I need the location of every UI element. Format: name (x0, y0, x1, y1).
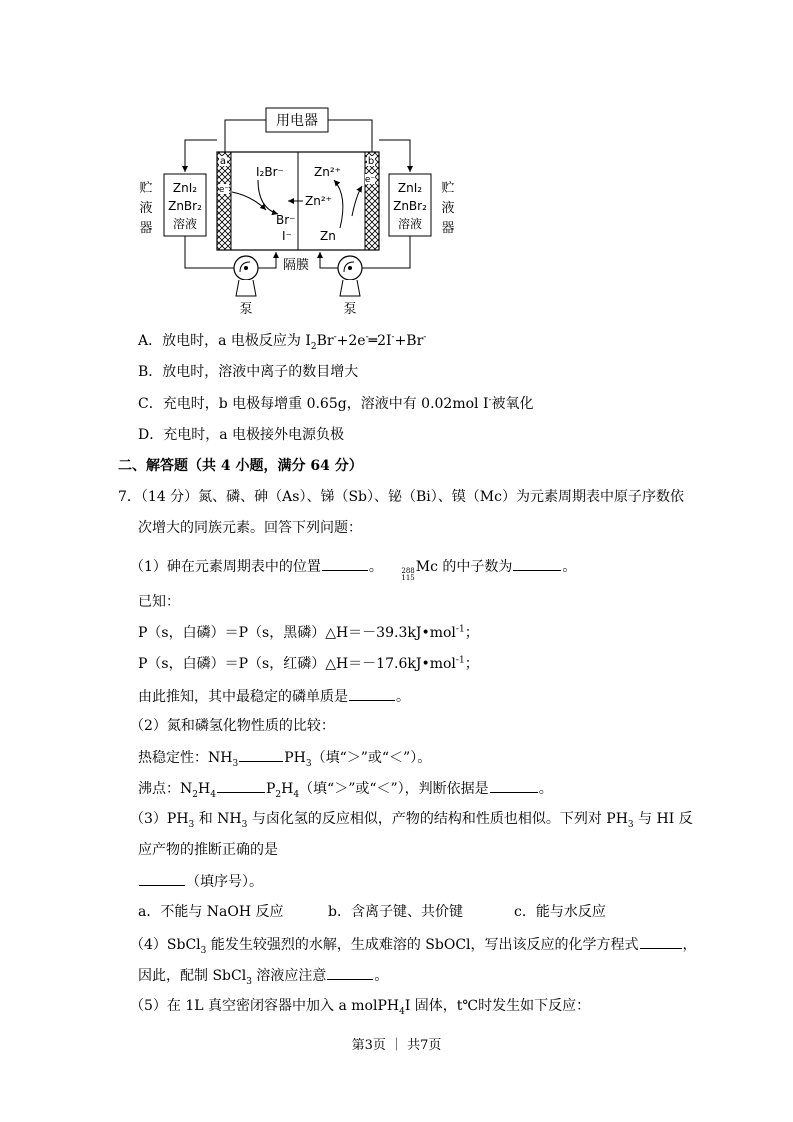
flow-battery-diagram (0, 0, 793, 330)
q7-part3-fill: （填序号）。 (138, 871, 263, 892)
tank-right-side-label-3: 器 (441, 221, 455, 236)
q7-known: 已知： (138, 594, 180, 610)
pipe-left-to-cell (258, 252, 276, 268)
q7-part5: （5）在 1L 真空密闭容器中加入 a molPH$_4$I 固体，t℃时发生如下反应： (130, 998, 591, 1017)
q7-boiling: 沸点：$N_2H_4$ $P_2H_4$（填“＞”或“＜”），判断依据是 。 (138, 778, 553, 799)
section-heading: 二、解答题（共 4 小题，满分 64 分） (118, 458, 363, 474)
tank-right-line3: 溶液 (397, 217, 423, 231)
q7-eq1: P（s，白磷）＝P（s，黑磷）△H＝－39.3kJ•mol$^{-1}$； (138, 624, 479, 641)
species-i: I⁻ (282, 229, 292, 243)
q7-eq2: P（s，白磷）＝P（s，红磷）△H＝－17.6kJ•mol$^{-1}$； (138, 655, 479, 672)
pump-right (338, 256, 362, 296)
page-number: 第3页 (351, 1038, 386, 1053)
tank-right-line1: ZnI₂ (397, 181, 423, 195)
device-label: 用电器 (276, 113, 318, 129)
q7-part3-line1: $(3)PH_3$ 和 $NH_3$ 与卤化氢的反应相似，产物的结构和性质也相似。下列对 $PH_3$ 与 HI 反 (130, 811, 693, 830)
answer-blank (217, 778, 265, 793)
answer-blank (513, 556, 561, 571)
q7-choice-a: a．不能与 NaOH 反应 (138, 904, 284, 920)
wire-left (225, 120, 266, 152)
electron-left: e⁻ (218, 185, 230, 195)
mc-nuclide: 288 115 (401, 567, 415, 582)
tank-right-side-label-1: 贮 (441, 181, 455, 196)
answer-blank (327, 965, 373, 980)
pipe-right-to-cell (320, 252, 338, 268)
tank-left-side-label-1: 贮 (139, 181, 153, 196)
tank-left-side-label-3: 器 (139, 221, 153, 236)
tank-right-side-label-2: 液 (441, 201, 455, 216)
answer-blank (640, 934, 682, 949)
answer-blank (239, 747, 283, 762)
tank-right-line2: ZnBr₂ (393, 199, 427, 213)
electrode-b-label: b (367, 156, 375, 167)
q7-thermal: 热稳定性：$NH_3$ $PH_3$（填“＞”或“＜”）。 (138, 747, 431, 768)
electrode-a-label: a (219, 156, 227, 167)
answer-blank (349, 686, 395, 701)
q7-infer: 由此推知，其中最稳定的磷单质是 。 (138, 686, 410, 707)
tank-left-line1: ZnI₂ (172, 181, 198, 195)
tank-left-line3: 溶液 (172, 217, 198, 231)
q7-choice-b: b．含离子键、共价键 (328, 904, 463, 920)
option-b: B．放电时，溶液中离子的数目增大 (138, 364, 359, 380)
species-zn2-top: Zn²⁺ (314, 165, 341, 179)
wire-right (328, 120, 372, 152)
page-total: 共7页 (407, 1038, 442, 1053)
species-i2br: I₂Br⁻ (256, 165, 284, 179)
pump-left-label: 泵 (239, 302, 253, 317)
species-br: Br⁻ (276, 213, 296, 227)
pipe-left-top (185, 140, 217, 172)
q7-part1: （1）砷在元素周期表中的位置 。 288 115 Mc 的中子数为 。 (130, 556, 576, 582)
q7-intro-line2: 次增大的同族元素。回答下列问题： (138, 520, 362, 536)
pump-right-label: 泵 (343, 302, 357, 317)
membrane-label: 隔膜 (282, 258, 310, 273)
q7-part4-line2: 因此，配制 SbCl$_3$ 溶液应注意 。 (138, 965, 388, 986)
species-zn2-mid: Zn²⁺ (305, 194, 332, 208)
q7-part3-line2: 应产物的推断正确的是 (138, 842, 278, 858)
answer-blank (139, 871, 185, 886)
tank-left-side-label-2: 液 (139, 201, 153, 216)
q7-part2: （2）氮和磷氢化物性质的比较： (130, 718, 335, 734)
answer-blank (322, 556, 368, 571)
page-separator: ｜ (389, 1038, 403, 1053)
pump-left (234, 256, 258, 296)
q7-intro-line1: 7．（14 分）氮、磷、砷（As）、锑（Sb）、铋（Bi）、镆（Mc）为元素周期表中原子序数依 (118, 489, 684, 505)
pipe-right-top (379, 140, 410, 172)
page-footer (0, 1036, 793, 1056)
option-d: D．充电时，a 电极接外电源负极 (138, 427, 345, 443)
answer-blank (490, 778, 538, 793)
option-c: C．充电时，b 电极每增重 0.65g，溶液中有 0.02mol I-被氧化 (138, 395, 534, 412)
option-a: A．放电时，a 电极反应为 $I_2Br^-+2e^-═2I^-+Br^-$ (138, 332, 427, 352)
tank-left-line2: ZnBr₂ (168, 199, 202, 213)
q7-part4-line1: （4）SbCl$_3$ 能发生较强烈的水解，生成难溶的 SbOCl，写出该反应的化学方程式 ， (130, 934, 697, 955)
species-zn: Zn (320, 229, 336, 243)
q7-choice-c: c．能与水反应 (514, 904, 606, 920)
electron-right: e⁻ (364, 175, 376, 185)
